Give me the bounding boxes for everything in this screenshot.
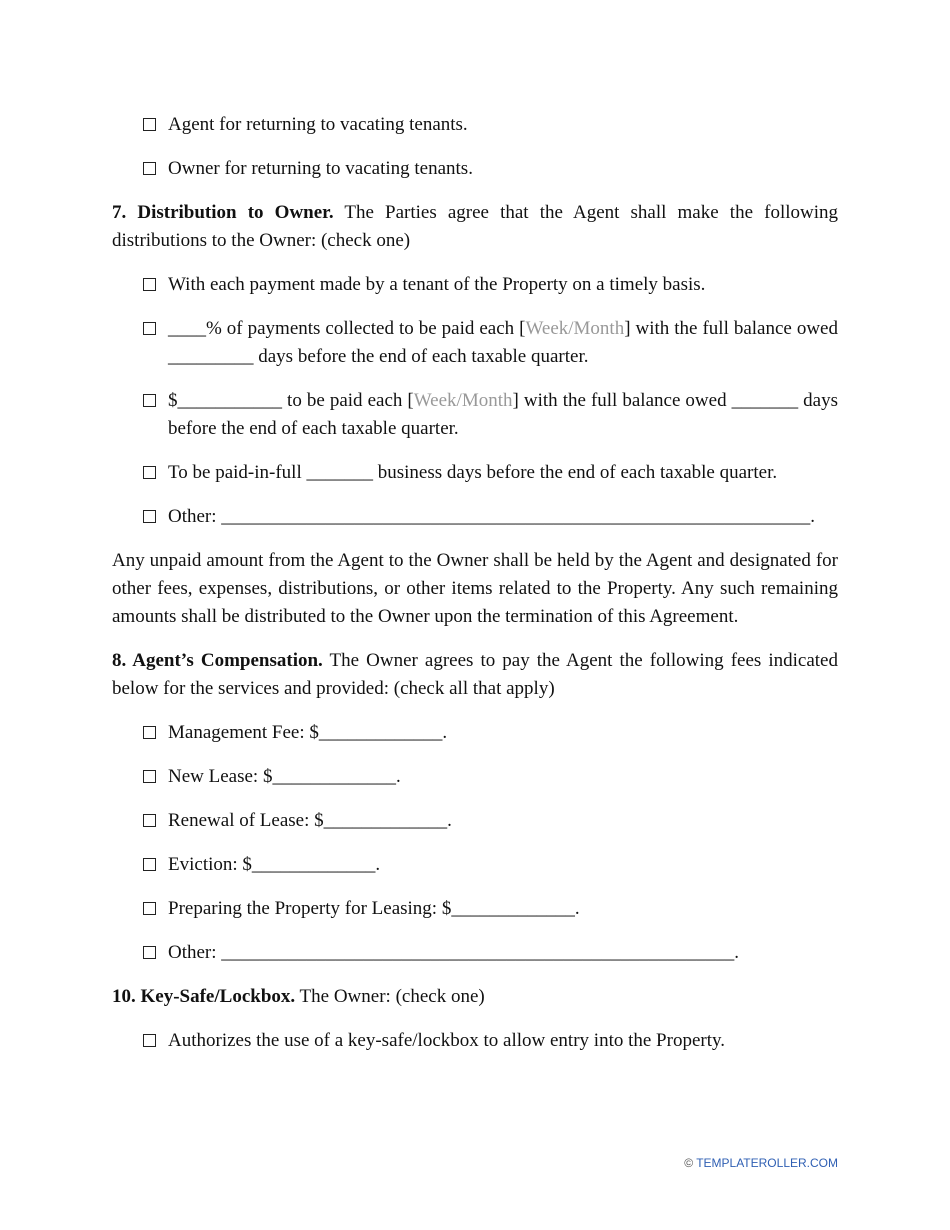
document-page bbox=[112, 111, 838, 1071]
section-7-intro bbox=[112, 199, 838, 255]
option-paid-in-full bbox=[112, 459, 838, 487]
section-10-heading: 10. Key-Safe/Lockbox. bbox=[112, 986, 296, 1007]
section-10-intro-text: The Owner: (check one) bbox=[295, 986, 485, 1007]
unpaid-amount-paragraph: Any unpaid amount from the Agent to the Owner shall be held by the Agent and designated for other fees, expenses, distributions, or other items related to the Property. Any such remaining amounts shall be distributed to the Owner upon the termination of this Agreement. bbox=[112, 550, 838, 627]
fee-new-lease bbox=[112, 763, 838, 791]
option-percent-payments bbox=[112, 315, 838, 371]
fee-label: Preparing the Property for Leasing: $_____________. bbox=[168, 898, 580, 919]
checkbox[interactable] bbox=[143, 118, 156, 131]
option-each-payment bbox=[112, 271, 838, 299]
section-10-intro bbox=[112, 983, 838, 1011]
fee-other bbox=[112, 939, 838, 967]
checkbox[interactable] bbox=[143, 466, 156, 479]
option-authorize-lockbox bbox=[112, 1027, 838, 1055]
section-8-heading: 8. Agent’s Compensation. bbox=[112, 650, 323, 671]
templateroller-link[interactable]: TEMPLATEROLLER.COM bbox=[696, 1156, 838, 1170]
option-owner-returning bbox=[112, 155, 838, 183]
fee-label: Management Fee: $_____________. bbox=[168, 722, 448, 743]
fee-preparing-property bbox=[112, 895, 838, 923]
fee-eviction bbox=[112, 851, 838, 879]
option-label-end: ] with the full balance owed _________ days before the end of each taxable quarter. bbox=[168, 318, 838, 367]
fee-management bbox=[112, 719, 838, 747]
option-label: Owner for returning to vacating tenants. bbox=[168, 158, 473, 179]
checkbox[interactable] bbox=[143, 946, 156, 959]
option-label: Authorizes the use of a key-safe/lockbox to allow entry into the Property. bbox=[168, 1030, 726, 1051]
fee-renewal bbox=[112, 807, 838, 835]
option-label-end: ] with the full balance owed _______ days before the end of each taxable quarter. bbox=[168, 390, 838, 439]
checkbox[interactable] bbox=[143, 858, 156, 871]
option-label-start: $___________ to be paid each [ bbox=[168, 390, 414, 411]
checkbox[interactable] bbox=[143, 770, 156, 783]
fee-label: Renewal of Lease: $_____________. bbox=[168, 810, 452, 831]
option-label: Agent for returning to vacating tenants. bbox=[168, 114, 468, 135]
option-agent-returning bbox=[112, 111, 838, 139]
checkbox[interactable] bbox=[143, 278, 156, 291]
checkbox[interactable] bbox=[143, 726, 156, 739]
option-other-distribution bbox=[112, 503, 838, 531]
checkbox[interactable] bbox=[143, 814, 156, 827]
checkbox[interactable] bbox=[143, 322, 156, 335]
period-placeholder[interactable]: Week/Month bbox=[525, 318, 625, 339]
option-label: Other: ______________________________________________________________. bbox=[168, 506, 816, 527]
option-label: With each payment made by a tenant of the Property on a timely basis. bbox=[168, 274, 706, 295]
option-fixed-amount bbox=[112, 387, 838, 443]
section-7-heading: 7. Distribution to Owner. bbox=[112, 202, 334, 223]
period-placeholder[interactable]: Week/Month bbox=[413, 390, 513, 411]
checkbox[interactable] bbox=[143, 162, 156, 175]
checkbox[interactable] bbox=[143, 902, 156, 915]
checkbox[interactable] bbox=[143, 510, 156, 523]
checkbox[interactable] bbox=[143, 1034, 156, 1047]
fee-label: New Lease: $_____________. bbox=[168, 766, 401, 787]
section-8-intro bbox=[112, 647, 838, 703]
fee-label: Other: ______________________________________________________. bbox=[168, 942, 740, 963]
fee-label: Eviction: $_____________. bbox=[168, 854, 381, 875]
section-7-intro-text: The Parties agree that the Agent shall make the following distributions to the Owner: (check one) bbox=[112, 202, 838, 251]
option-label: To be paid-in-full _______ business days before the end of each taxable quarter. bbox=[168, 462, 778, 483]
option-label-start: ____% of payments collected to be paid each [ bbox=[168, 318, 526, 339]
section-8-intro-text: The Owner agrees to pay the Agent the following fees indicated below for the services and provided: (check all that apply) bbox=[112, 650, 838, 699]
checkbox[interactable] bbox=[143, 394, 156, 407]
copyright-symbol: © bbox=[684, 1156, 694, 1170]
footer-credit bbox=[684, 1155, 838, 1171]
